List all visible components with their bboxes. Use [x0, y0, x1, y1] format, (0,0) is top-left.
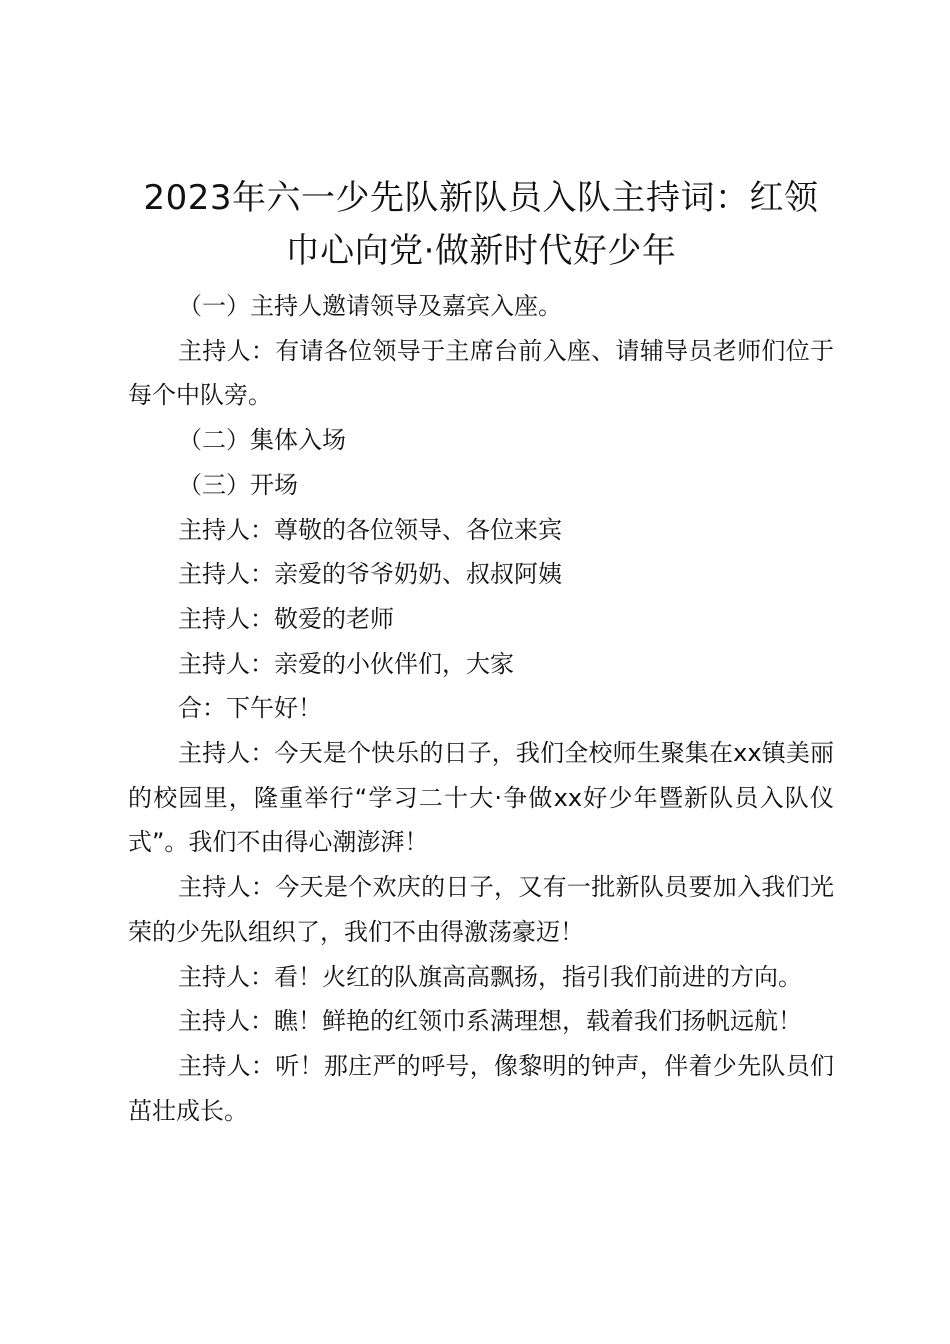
section-heading-3: （三）开场: [178, 470, 298, 499]
paragraph: 主持人：听！那庄严的呼号，像黎明的钟声，伴着少先队员们茁壮成长。: [128, 1051, 834, 1125]
paragraph: 主持人：尊敬的各位领导、各位来宾: [178, 515, 562, 544]
title-line-1: 2023年六一少先队新队员入队主持词：红领: [143, 178, 819, 218]
paragraph: 合：下午好！: [178, 694, 322, 723]
paragraph: 主持人：今天是个欢庆的日子，又有一批新队员要加入我们光荣的少先队组织了，我们不由得激荡豪迈！: [128, 873, 834, 946]
document-title: [128, 172, 834, 278]
paragraph: 主持人：有请各位领导于主席台前入座、请辅导员老师们位于每个中队旁。: [128, 336, 834, 410]
paragraph: 主持人：瞧！鲜艳的红领巾系满理想，载着我们扬帆远航！: [178, 1007, 802, 1036]
paragraph: 主持人：亲爱的爷爷奶奶、叔叔阿姨: [178, 560, 562, 589]
section-heading-2: （二）集体入场: [178, 426, 346, 455]
document-page: [128, 172, 834, 1133]
paragraph: 主持人：亲爱的小伙伴们，大家: [178, 649, 514, 678]
title-line-2: 巾心向党·做新时代好少年: [285, 231, 677, 271]
paragraph: 主持人：敬爱的老师: [178, 604, 394, 633]
paragraph: 主持人：今天是个快乐的日子，我们全校师生聚集在xx镇美丽的校园里，隆重举行“学习二十大·争做xx好少年暨新队员入队仪式”。我们不由得心潮澎湃！: [128, 739, 834, 857]
paragraph: 主持人：看！火红的队旗高高飘扬，指引我们前进的方向。: [178, 962, 802, 991]
section-heading-1: （一）主持人邀请领导及嘉宾入座。: [178, 292, 562, 320]
